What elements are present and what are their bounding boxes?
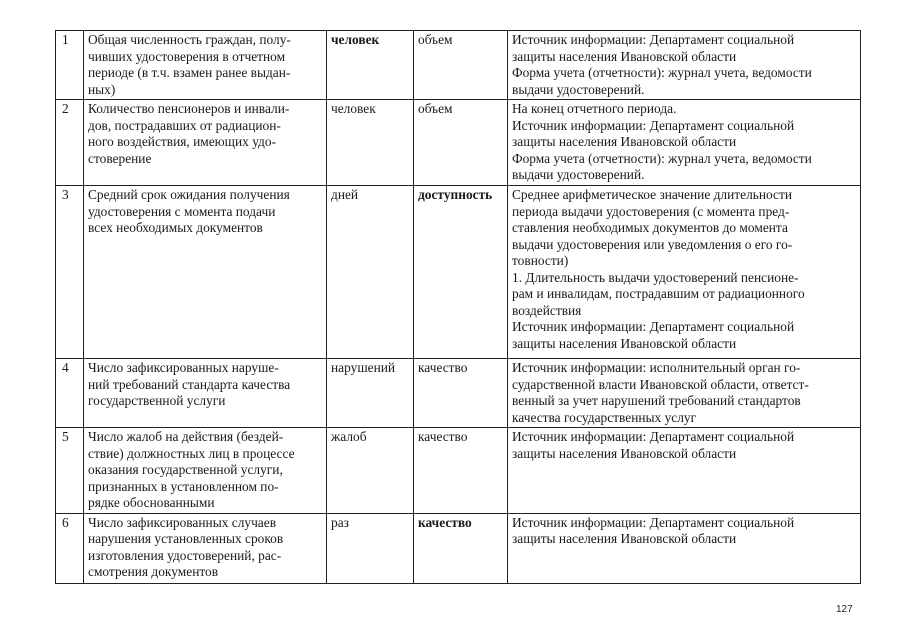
table-row bbox=[56, 359, 861, 428]
indicator-name bbox=[84, 428, 327, 514]
text-line: ний требований стандарта качества bbox=[88, 376, 291, 392]
source-cell bbox=[508, 186, 861, 359]
table-row bbox=[56, 186, 861, 359]
indicator-name bbox=[84, 513, 327, 583]
text-line: изготовления удостоверений, рас- bbox=[88, 547, 282, 563]
text-line: удостоверения с момента подачи bbox=[88, 203, 276, 219]
row-number: 3 bbox=[56, 186, 84, 359]
row-number: 4 bbox=[56, 359, 84, 428]
unit-cell: жалоб bbox=[327, 428, 414, 514]
text-line: признанных в установленном по- bbox=[88, 478, 279, 494]
indicator-name bbox=[84, 31, 327, 100]
text-line: венный за учет нарушений требований стандартов bbox=[512, 393, 801, 408]
type-cell: объем bbox=[414, 100, 508, 186]
text-line: рам и инвалидам, пострадавшим от радиационного bbox=[512, 286, 805, 301]
type-cell: объем bbox=[414, 31, 508, 100]
unit-cell: человек bbox=[327, 100, 414, 186]
unit-cell: дней bbox=[327, 186, 414, 359]
source-cell bbox=[508, 513, 861, 583]
row-number: 5 bbox=[56, 428, 84, 514]
text-line: Форма учета (отчетности): журнал учета, ведомости bbox=[512, 65, 812, 80]
table-row bbox=[56, 100, 861, 186]
text-line: сударственной власти Ивановской области, ответст- bbox=[512, 376, 809, 392]
text-line: защиты населения Ивановской области bbox=[512, 134, 737, 149]
text-line: выдачи удостоверения или уведомления о его го- bbox=[512, 236, 793, 252]
text-line: Среднее арифметическое значение длительности bbox=[512, 187, 793, 202]
table-row bbox=[56, 513, 861, 583]
text-line: Источник информации: исполнительный орган го- bbox=[512, 360, 801, 375]
source-cell bbox=[508, 359, 861, 428]
type-cell: качество bbox=[414, 428, 508, 514]
text-line: дов, пострадавших от радиацион- bbox=[88, 117, 281, 133]
type-cell: доступность bbox=[414, 186, 508, 359]
text-line: смотрения документов bbox=[88, 564, 219, 579]
text-line: периода выдачи удостоверения (с момента пред- bbox=[512, 203, 790, 219]
text-line: рядке обоснованными bbox=[88, 495, 215, 510]
text-line: 1. Длительность выдачи удостоверений пенсионе- bbox=[512, 269, 799, 285]
text-line: оказания государственной услуги, bbox=[88, 462, 283, 477]
indicator-name bbox=[84, 186, 327, 359]
text-line: На конец отчетного периода. bbox=[512, 101, 677, 116]
type-cell: качество bbox=[414, 513, 508, 583]
text-line: Количество пенсионеров и инвали- bbox=[88, 101, 290, 116]
text-line: стоверение bbox=[88, 150, 152, 166]
row-number: 2 bbox=[56, 100, 84, 186]
text-line: Источник информации: Департамент социальной bbox=[512, 514, 795, 530]
text-line: Источник информации: Департамент социальной bbox=[512, 117, 795, 133]
page-number: 127 bbox=[836, 604, 853, 615]
text-line: защиты населения Ивановской области bbox=[512, 335, 737, 351]
indicator-name bbox=[84, 359, 327, 428]
text-line: воздействия bbox=[512, 302, 582, 318]
text-line: защиты населения Ивановской области bbox=[512, 531, 737, 546]
text-line: Источник информации: Департамент социальной bbox=[512, 429, 795, 444]
unit-cell: человек bbox=[327, 31, 414, 100]
text-line: нарушения установленных сроков bbox=[88, 531, 284, 546]
unit-cell: раз bbox=[327, 513, 414, 583]
text-line: Число зафиксированных наруше- bbox=[88, 360, 279, 375]
text-line: Источник информации: Департамент социальной bbox=[512, 319, 795, 334]
text-line: качества государственных услуг bbox=[512, 409, 697, 425]
text-line: защиты населения Ивановской области bbox=[512, 48, 737, 64]
text-line: ставления необходимых документов до момента bbox=[512, 220, 788, 235]
text-line: Число жалоб на действия (бездей- bbox=[88, 429, 284, 444]
text-line: ствие) должностных лиц в процессе bbox=[88, 445, 295, 461]
text-line: товности) bbox=[512, 253, 569, 268]
indicators-table bbox=[55, 30, 861, 584]
table-row bbox=[56, 31, 861, 100]
text-line: Источник информации: Департамент социальной bbox=[512, 32, 795, 47]
text-line: всех необходимых документов bbox=[88, 220, 263, 235]
text-line: выдачи удостоверений. bbox=[512, 81, 645, 97]
text-line: периоде (в т.ч. взамен ранее выдан- bbox=[88, 65, 291, 80]
text-line: Форма учета (отчетности): журнал учета, ведомости bbox=[512, 150, 812, 166]
text-line: выдачи удостоверений. bbox=[512, 167, 645, 182]
text-line: государственной услуги bbox=[88, 393, 226, 408]
indicator-name bbox=[84, 100, 327, 186]
text-line: чивших удостоверения в отчетном bbox=[88, 48, 286, 64]
source-cell bbox=[508, 100, 861, 186]
type-cell: качество bbox=[414, 359, 508, 428]
source-cell bbox=[508, 428, 861, 514]
text-line: ных) bbox=[88, 81, 116, 97]
text-line: ного воздействия, имеющих удо- bbox=[88, 134, 277, 149]
text-line: Средний срок ожидания получения bbox=[88, 187, 290, 202]
table-row bbox=[56, 428, 861, 514]
text-line: Число зафиксированных случаев bbox=[88, 514, 277, 530]
row-number: 6 bbox=[56, 513, 84, 583]
source-cell bbox=[508, 31, 861, 100]
text-line: Общая численность граждан, полу- bbox=[88, 32, 291, 47]
unit-cell: нарушений bbox=[327, 359, 414, 428]
row-number: 1 bbox=[56, 31, 84, 100]
text-line: защиты населения Ивановской области bbox=[512, 445, 737, 461]
